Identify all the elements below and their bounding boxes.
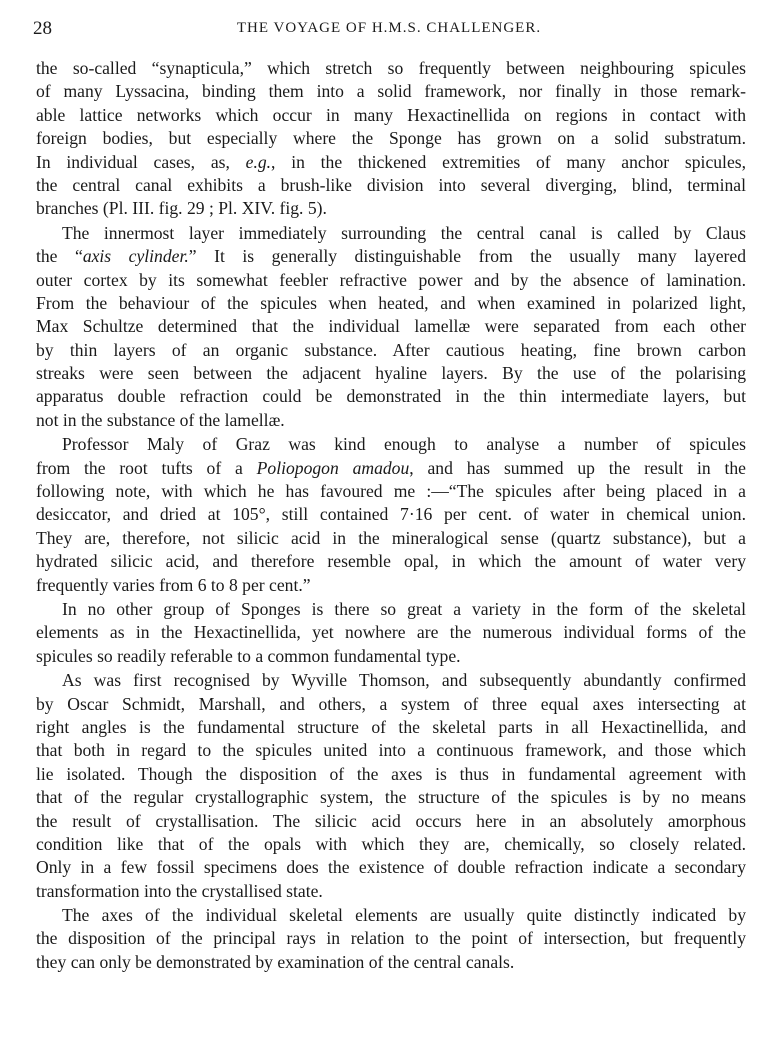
- text-segment: Max Schultze determined that the individual lamellæ were separated from each other: [36, 316, 746, 337]
- text-line: [36, 810, 746, 833]
- text-segment: the central canal exhibits a brush-like division into several diverging, blind, terminal: [36, 174, 746, 195]
- text-segment: , in the thickened extremities of many anchor spicules,: [271, 151, 746, 172]
- text-segment: transformation into the crystallised state.: [36, 880, 323, 901]
- text-segment: Only in a few fossil specimens does the existence of double refraction indicate a secondary: [36, 857, 746, 878]
- text-line: [36, 362, 746, 385]
- text-line: [36, 457, 746, 480]
- running-title: THE VOYAGE OF H.M.S. CHALLENGER.: [236, 20, 542, 36]
- italic-text: Poliopogon amadou: [256, 457, 410, 478]
- text-segment: streaks were seen between the adjacent hyaline layers. By the use of the polarising: [36, 363, 746, 384]
- text-line: [36, 339, 746, 362]
- text-segment: They are, therefore, not silicic acid in the mineralogical sense (quartz substance), but a: [36, 527, 746, 548]
- text-line: [36, 104, 746, 127]
- italic-text: e.g.: [245, 151, 272, 172]
- text-line: [36, 786, 746, 809]
- text-segment: Professor Maly of Graz was kind enough to analyse a number of spicules: [62, 434, 746, 455]
- text-line: [36, 927, 746, 950]
- text-segment: by thin layers of an organic substance. After cautious heating, fine brown carbon: [36, 339, 746, 360]
- paragraph: [36, 222, 746, 433]
- text-segment: condition like that of the opals with which they are, chemically, so closely related.: [36, 833, 746, 854]
- text-segment: not in the substance of the lamellæ.: [36, 409, 285, 430]
- text-line: [36, 527, 746, 550]
- text-line: [36, 645, 746, 668]
- text-segment: , and has summed up the result in the: [409, 457, 746, 478]
- text-line: [36, 292, 746, 315]
- paragraph: [36, 904, 746, 974]
- page-header: [33, 18, 745, 40]
- body-text: [36, 57, 746, 975]
- text-segment: The innermost layer immediately surrounding the central canal is called by Claus: [62, 222, 746, 243]
- text-line: [36, 550, 746, 573]
- page-number: 28: [33, 18, 52, 39]
- paragraph: [36, 669, 746, 903]
- text-line: [36, 739, 746, 762]
- text-line: [36, 693, 746, 716]
- text-segment: outer cortex by its somewhat feebler refractive power and by the absence of lamination.: [36, 269, 746, 290]
- text-line: [36, 385, 746, 408]
- text-segment: In individual cases, as,: [36, 151, 246, 172]
- italic-text: axis cylinder.: [82, 246, 189, 267]
- text-segment: spicules so readily referable to a common fundamental type.: [36, 645, 461, 666]
- text-line: [36, 222, 746, 245]
- text-segment: by Oscar Schmidt, Marshall, and others, a system of three equal axes intersecting at: [36, 693, 746, 714]
- text-segment: the so-called “synapticula,” which stretch so frequently between neighbouring spicules: [36, 58, 746, 78]
- text-line: [36, 716, 746, 739]
- text-segment: following note, with which he has favoured me :—“The spicules after being placed in a: [36, 481, 746, 502]
- text-line: [36, 245, 746, 268]
- text-line: [36, 856, 746, 879]
- text-line: [36, 574, 746, 597]
- text-line: [36, 315, 746, 338]
- text-segment: desiccator, and dried at 105°, still contained 7·16 per cent. of water in chemical union.: [36, 504, 746, 525]
- text-segment: frequently varies from 6 to 8 per cent.”: [36, 574, 311, 595]
- text-line: [36, 763, 746, 786]
- text-line: [36, 269, 746, 292]
- text-segment: right angles is the fundamental structure of the skeletal parts in all Hexactinellida, and: [36, 716, 746, 737]
- text-segment: the disposition of the principal rays in relation to the point of intersection, but frequently: [36, 928, 746, 949]
- text-segment: hydrated silicic acid, and therefore resemble opal, in which the amount of water very: [36, 551, 746, 572]
- text-line: [36, 833, 746, 856]
- text-segment: The axes of the individual skeletal elements are usually quite distinctly indicated by: [62, 905, 746, 926]
- text-segment: that both in regard to the spicules united into a continuous framework, and those which: [36, 740, 746, 761]
- text-segment: ” It is generally distinguishable from the usually many layered: [188, 246, 746, 267]
- text-line: [36, 409, 746, 432]
- text-line: [36, 621, 746, 644]
- text-line: [36, 433, 746, 456]
- text-segment: As was first recognised by Wyville Thomson, and subsequently abundantly confirmed: [62, 670, 746, 691]
- text-line: [36, 598, 746, 621]
- text-line: [36, 951, 746, 974]
- text-segment: the result of crystallisation. The silicic acid occurs here in an absolutely amorphous: [36, 810, 746, 831]
- text-line: [36, 127, 746, 150]
- text-line: [36, 174, 746, 197]
- text-line: [36, 904, 746, 927]
- text-segment: elements as in the Hexactinellida, yet nowhere are the numerous individual forms of the: [36, 622, 746, 643]
- text-line: [36, 669, 746, 692]
- text-segment: apparatus double refraction could be demonstrated in the thin intermediate layers, but: [36, 386, 746, 407]
- text-segment: that of the regular crystallographic system, the structure of the spicules is by no means: [36, 787, 746, 808]
- text-segment: from the root tufts of a: [36, 457, 257, 478]
- text-segment: they can only be demonstrated by examination of the central canals.: [36, 951, 515, 972]
- text-line: [36, 151, 746, 174]
- paragraph: [36, 433, 746, 597]
- text-segment: of many Lyssacina, binding them into a solid framework, nor finally in those remark-: [36, 81, 746, 102]
- text-segment: branches (Pl. III. fig. 29 ; Pl. XIV. fig. 5).: [36, 198, 327, 219]
- paragraph: [36, 57, 746, 221]
- text-line: [36, 197, 746, 220]
- text-line: [36, 503, 746, 526]
- text-segment: able lattice networks which occur in many Hexactinellida on regions in contact with: [36, 104, 746, 125]
- text-line: [36, 480, 746, 503]
- text-segment: From the behaviour of the spicules when heated, and when examined in polarized light,: [36, 292, 746, 313]
- text-line: [36, 57, 746, 80]
- text-segment: In no other group of Sponges is there so great a variety in the form of the skeletal: [62, 598, 746, 619]
- text-segment: lie isolated. Though the disposition of the axes is thus in fundamental agreement with: [36, 763, 746, 784]
- paragraph: [36, 598, 746, 668]
- text-segment: foreign bodies, but especially where the Sponge has grown on a solid substratum.: [36, 128, 746, 149]
- text-segment: the “: [36, 246, 83, 267]
- text-line: [36, 80, 746, 103]
- text-line: [36, 880, 746, 903]
